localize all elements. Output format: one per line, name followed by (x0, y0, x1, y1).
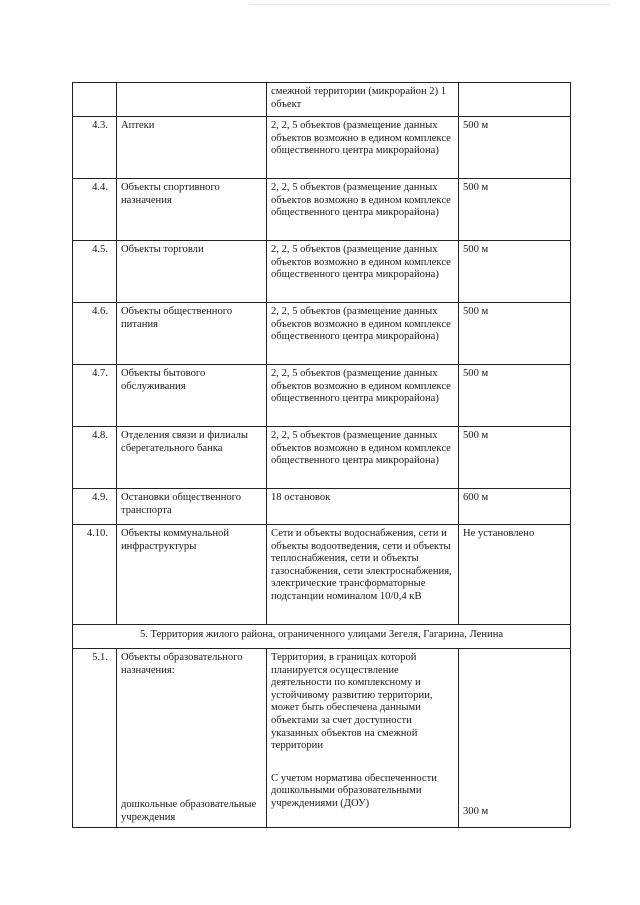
facility-description: 2, 2, 5 объектов (размещение данных объектов возможно в едином комплексе общественного центра микрорайона) (267, 365, 459, 427)
facility-description: 2, 2, 5 объектов (размещение данных объектов возможно в едином комплексе общественного центра микрорайона) (267, 179, 459, 241)
facility-name: Аптеки (117, 117, 267, 179)
accessibility-distance: 500 м (459, 303, 571, 365)
row-number: 4.8. (73, 427, 117, 489)
table-row (73, 525, 571, 625)
row-number: 4.7. (73, 365, 117, 427)
row-number: 4.6. (73, 303, 117, 365)
document-page (72, 82, 570, 828)
facility-name: Отделения связи и филиалы сберегательного банка (117, 427, 267, 489)
accessibility-distance-cell (459, 649, 571, 828)
row-number: 4.5. (73, 241, 117, 303)
table-row (73, 365, 571, 427)
facility-name: Объекты бытового обслуживания (117, 365, 267, 427)
row-number: 4.9. (73, 489, 117, 525)
facility-name: Объекты общественного питания (117, 303, 267, 365)
facility-name: Объекты торговли (117, 241, 267, 303)
facility-description: 2, 2, 5 объектов (размещение данных объектов возможно в едином комплексе общественного центра микрорайона) (267, 427, 459, 489)
table-row (73, 83, 571, 117)
accessibility-distance (459, 83, 571, 117)
table-row (73, 117, 571, 179)
table-row (73, 427, 571, 489)
table-row (73, 489, 571, 525)
facility-name: Остановки общественного транспорта (117, 489, 267, 525)
accessibility-distance: 500 м (459, 241, 571, 303)
section-header-row (73, 625, 571, 649)
facility-description: 2, 2, 5 объектов (размещение данных объектов возможно в едином комплексе общественного центра микрорайона) (267, 241, 459, 303)
facility-description: 18 остановок (267, 489, 459, 525)
row-number: 5.1. (73, 649, 117, 828)
facilities-table (72, 82, 571, 828)
accessibility-distance: 600 м (459, 489, 571, 525)
table-row (73, 241, 571, 303)
facility-name-cell (117, 649, 267, 828)
accessibility-distance: Не установлено (459, 525, 571, 625)
accessibility-distance: 500 м (459, 117, 571, 179)
accessibility-distance: 500 м (459, 365, 571, 427)
facility-description: Территория, в границах которой планируется осуществление деятельности по комплексному и устойчивому развитию территории, может быть обеспечена данными объектами за счет доступности указанных объектов на смежной территории (271, 652, 433, 752)
section-title: 5. Территория жилого района, ограниченного улицами Зегеля, Гагарина, Ленина (73, 625, 571, 649)
facility-description-cell (267, 649, 459, 828)
facility-name: Объекты образовательного назначения: (121, 652, 243, 676)
row-number: 4.4. (73, 179, 117, 241)
row-number (73, 83, 117, 117)
facility-name: Объекты спортивного назначения (117, 179, 267, 241)
accessibility-distance: 500 м (459, 427, 571, 489)
facility-description: 2, 2, 5 объектов (размещение данных объектов возможно в едином комплексе общественного центра микрорайона) (267, 117, 459, 179)
table-row (73, 649, 571, 828)
scan-artifact-line (250, 4, 610, 5)
facility-description: Сети и объекты водоснабжения, сети и объекты водоотведения, сети и объекты теплоснабжения, сети и объекты газоснабжения, сети электроснабжения, электрические трансформаторные подстанции номиналом 10/0,4 кВ (267, 525, 459, 625)
row-number: 4.3. (73, 117, 117, 179)
accessibility-subdistance: 300 м (463, 806, 489, 817)
facility-subdescription: С учетом норматива обеспеченности дошкольными образовательными учреждениями (ДОУ) (271, 772, 437, 809)
accessibility-distance: 500 м (459, 179, 571, 241)
facility-name: Объекты коммунальной инфраструктуры (117, 525, 267, 625)
table-row (73, 303, 571, 365)
table-row (73, 179, 571, 241)
facility-name (117, 83, 267, 117)
facility-description: 2, 2, 5 объектов (размещение данных объектов возможно в едином комплексе общественного центра микрорайона) (267, 303, 459, 365)
row-number: 4.10. (73, 525, 117, 625)
facility-description: смежной территории (микрорайон 2) 1 объект (267, 83, 459, 117)
facility-subname: дошкольные образовательные учреждения (121, 799, 257, 823)
